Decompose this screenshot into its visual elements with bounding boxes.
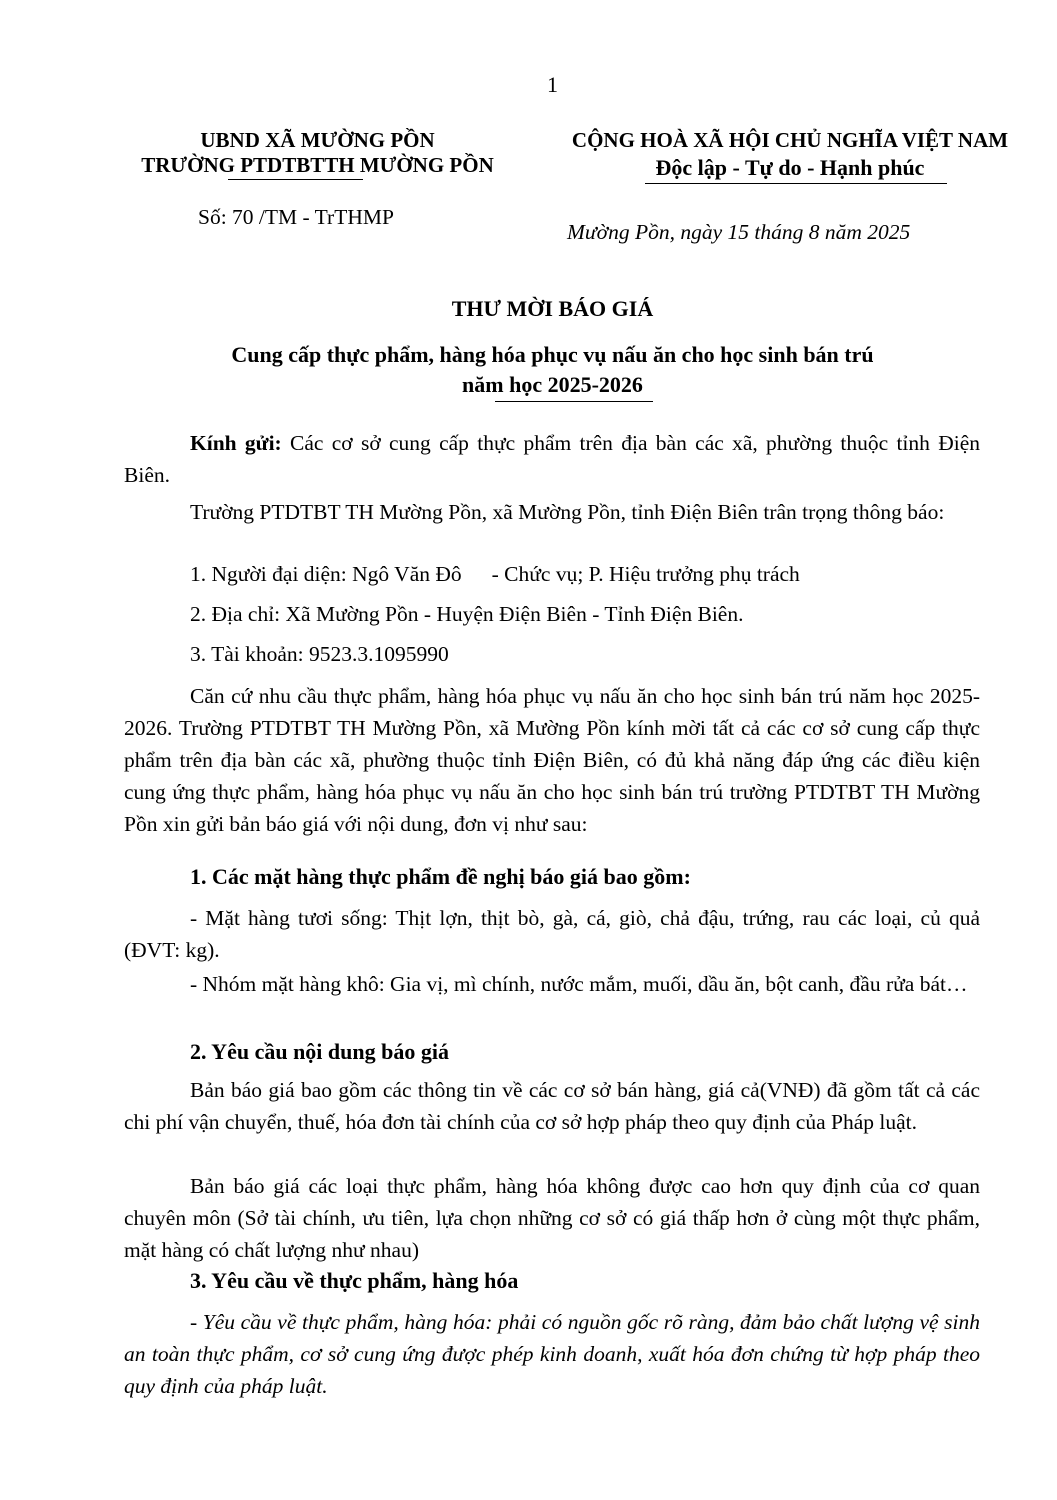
recipient-label: Kính gửi: (190, 431, 282, 455)
national-title: CỘNG HOÀ XÃ HỘI CHỦ NGHĨA VIỆT NAM (571, 128, 1009, 152)
motto-underline (645, 183, 947, 184)
section-1-heading: 1. Các mặt hàng thực phẩm đề nghị báo giá bao gồm: (190, 864, 691, 889)
section-3-heading: 3. Yêu cầu về thực phẩm, hàng hóa (190, 1268, 519, 1293)
basis-paragraph: Căn cứ nhu cầu thực phẩm, hàng hóa phục vụ nấu ăn cho học sinh bán trú năm học 2025-2026. Trường PTDTBT TH Mường Pồn, xã Mường Pồn kính mời tất cả các cơ sở cung cấp thực phẩm trên địa bàn các xã, phường thuộc tỉnh Điện Biên, có đủ khả năng đáp ứng các điều kiện cung ứng thực phẩm, hàng hóa phục vụ nấu ăn cho học sinh bán trú trường PTDTBT TH Mường Pồn xin gửi bản báo giá với nội dung, đơn vị như sau: (124, 684, 980, 836)
representative-role: - Chức vụ; P. Hiệu trưởng phụ trách (491, 562, 800, 586)
representative-line (190, 562, 800, 587)
representative-name: 1. Người đại diện: Ngô Văn Đô (190, 562, 462, 586)
dry-goods-paragraph: - Nhóm mặt hàng khô: Gia vị, mì chính, nước mắm, muối, dầu ăn, bột canh, đầu rửa bát… (190, 972, 968, 996)
subtitle-underline (495, 401, 653, 402)
place-date: Mường Pồn, ngày 15 tháng 8 năm 2025 (567, 220, 911, 244)
national-motto: Độc lập - Tự do - Hạnh phúc (655, 155, 925, 180)
page-number: 1 (547, 72, 558, 97)
fresh-goods-paragraph: - Mặt hàng tươi sống: Thịt lợn, thịt bò, gà, cá, giò, chả đậu, trứng, rau các loại, củ quả (ĐVT: kg). (124, 906, 980, 962)
issuer-line-1: UBND XÃ MƯỜNG PỒN (200, 128, 435, 152)
recipient-text: Các cơ sở cung cấp thực phẩm trên địa bàn các xã, phường thuộc tỉnh Điện Biên. (124, 431, 980, 487)
goods-requirement-paragraph: - Yêu cầu về thực phẩm, hàng hóa: phải có nguồn gốc rõ ràng, đảm bảo chất lượng vệ sinh an toàn thực phẩm, cơ sở cung ứng được phép kinh doanh, xuất hóa đơn chứng từ hợp pháp theo quy định của pháp luật. (124, 1310, 980, 1398)
account-line: 3. Tài khoản: 9523.3.1095990 (190, 642, 449, 666)
announcement-paragraph: Trường PTDTBT TH Mường Pồn, xã Mường Pồn, tỉnh Điện Biên trân trọng thông báo: (190, 500, 945, 524)
subtitle-line-1: Cung cấp thực phẩm, hàng hóa phục vụ nấu ăn cho học sinh bán trú (231, 342, 874, 367)
document-title: THƯ MỜI BÁO GIÁ (451, 296, 654, 321)
document-number: Số: 70 /TM - TrTHMP (198, 205, 394, 229)
issuer-underline (228, 179, 363, 180)
subtitle-line-2: năm học 2025-2026 (462, 372, 643, 397)
recipient-paragraph (124, 427, 980, 491)
price-limit-paragraph: Bản báo giá các loại thực phẩm, hàng hóa không được cao hơn quy định của cơ quan chuyên môn (Sở tài chính, ưu tiên, lựa chọn những cơ sở có giá thấp hơn ở cùng một thực phẩm, mặt hàng có chất lượng như nhau) (124, 1174, 980, 1262)
section-2-heading: 2. Yêu cầu nội dung báo giá (190, 1039, 449, 1064)
quote-content-paragraph: Bản báo giá bao gồm các thông tin về các cơ sở bán hàng, giá cả(VNĐ) đã gồm tất cả các chi phí vận chuyển, thuế, hóa đơn tài chính của cơ sở hợp pháp theo quy định của Pháp luật. (124, 1078, 980, 1134)
issuer-line-2: TRƯỜNG PTDTBTTH MƯỜNG PỒN (141, 153, 494, 177)
address-line: 2. Địa chỉ: Xã Mường Pồn - Huyện Điện Biên - Tỉnh Điện Biên. (190, 602, 744, 626)
